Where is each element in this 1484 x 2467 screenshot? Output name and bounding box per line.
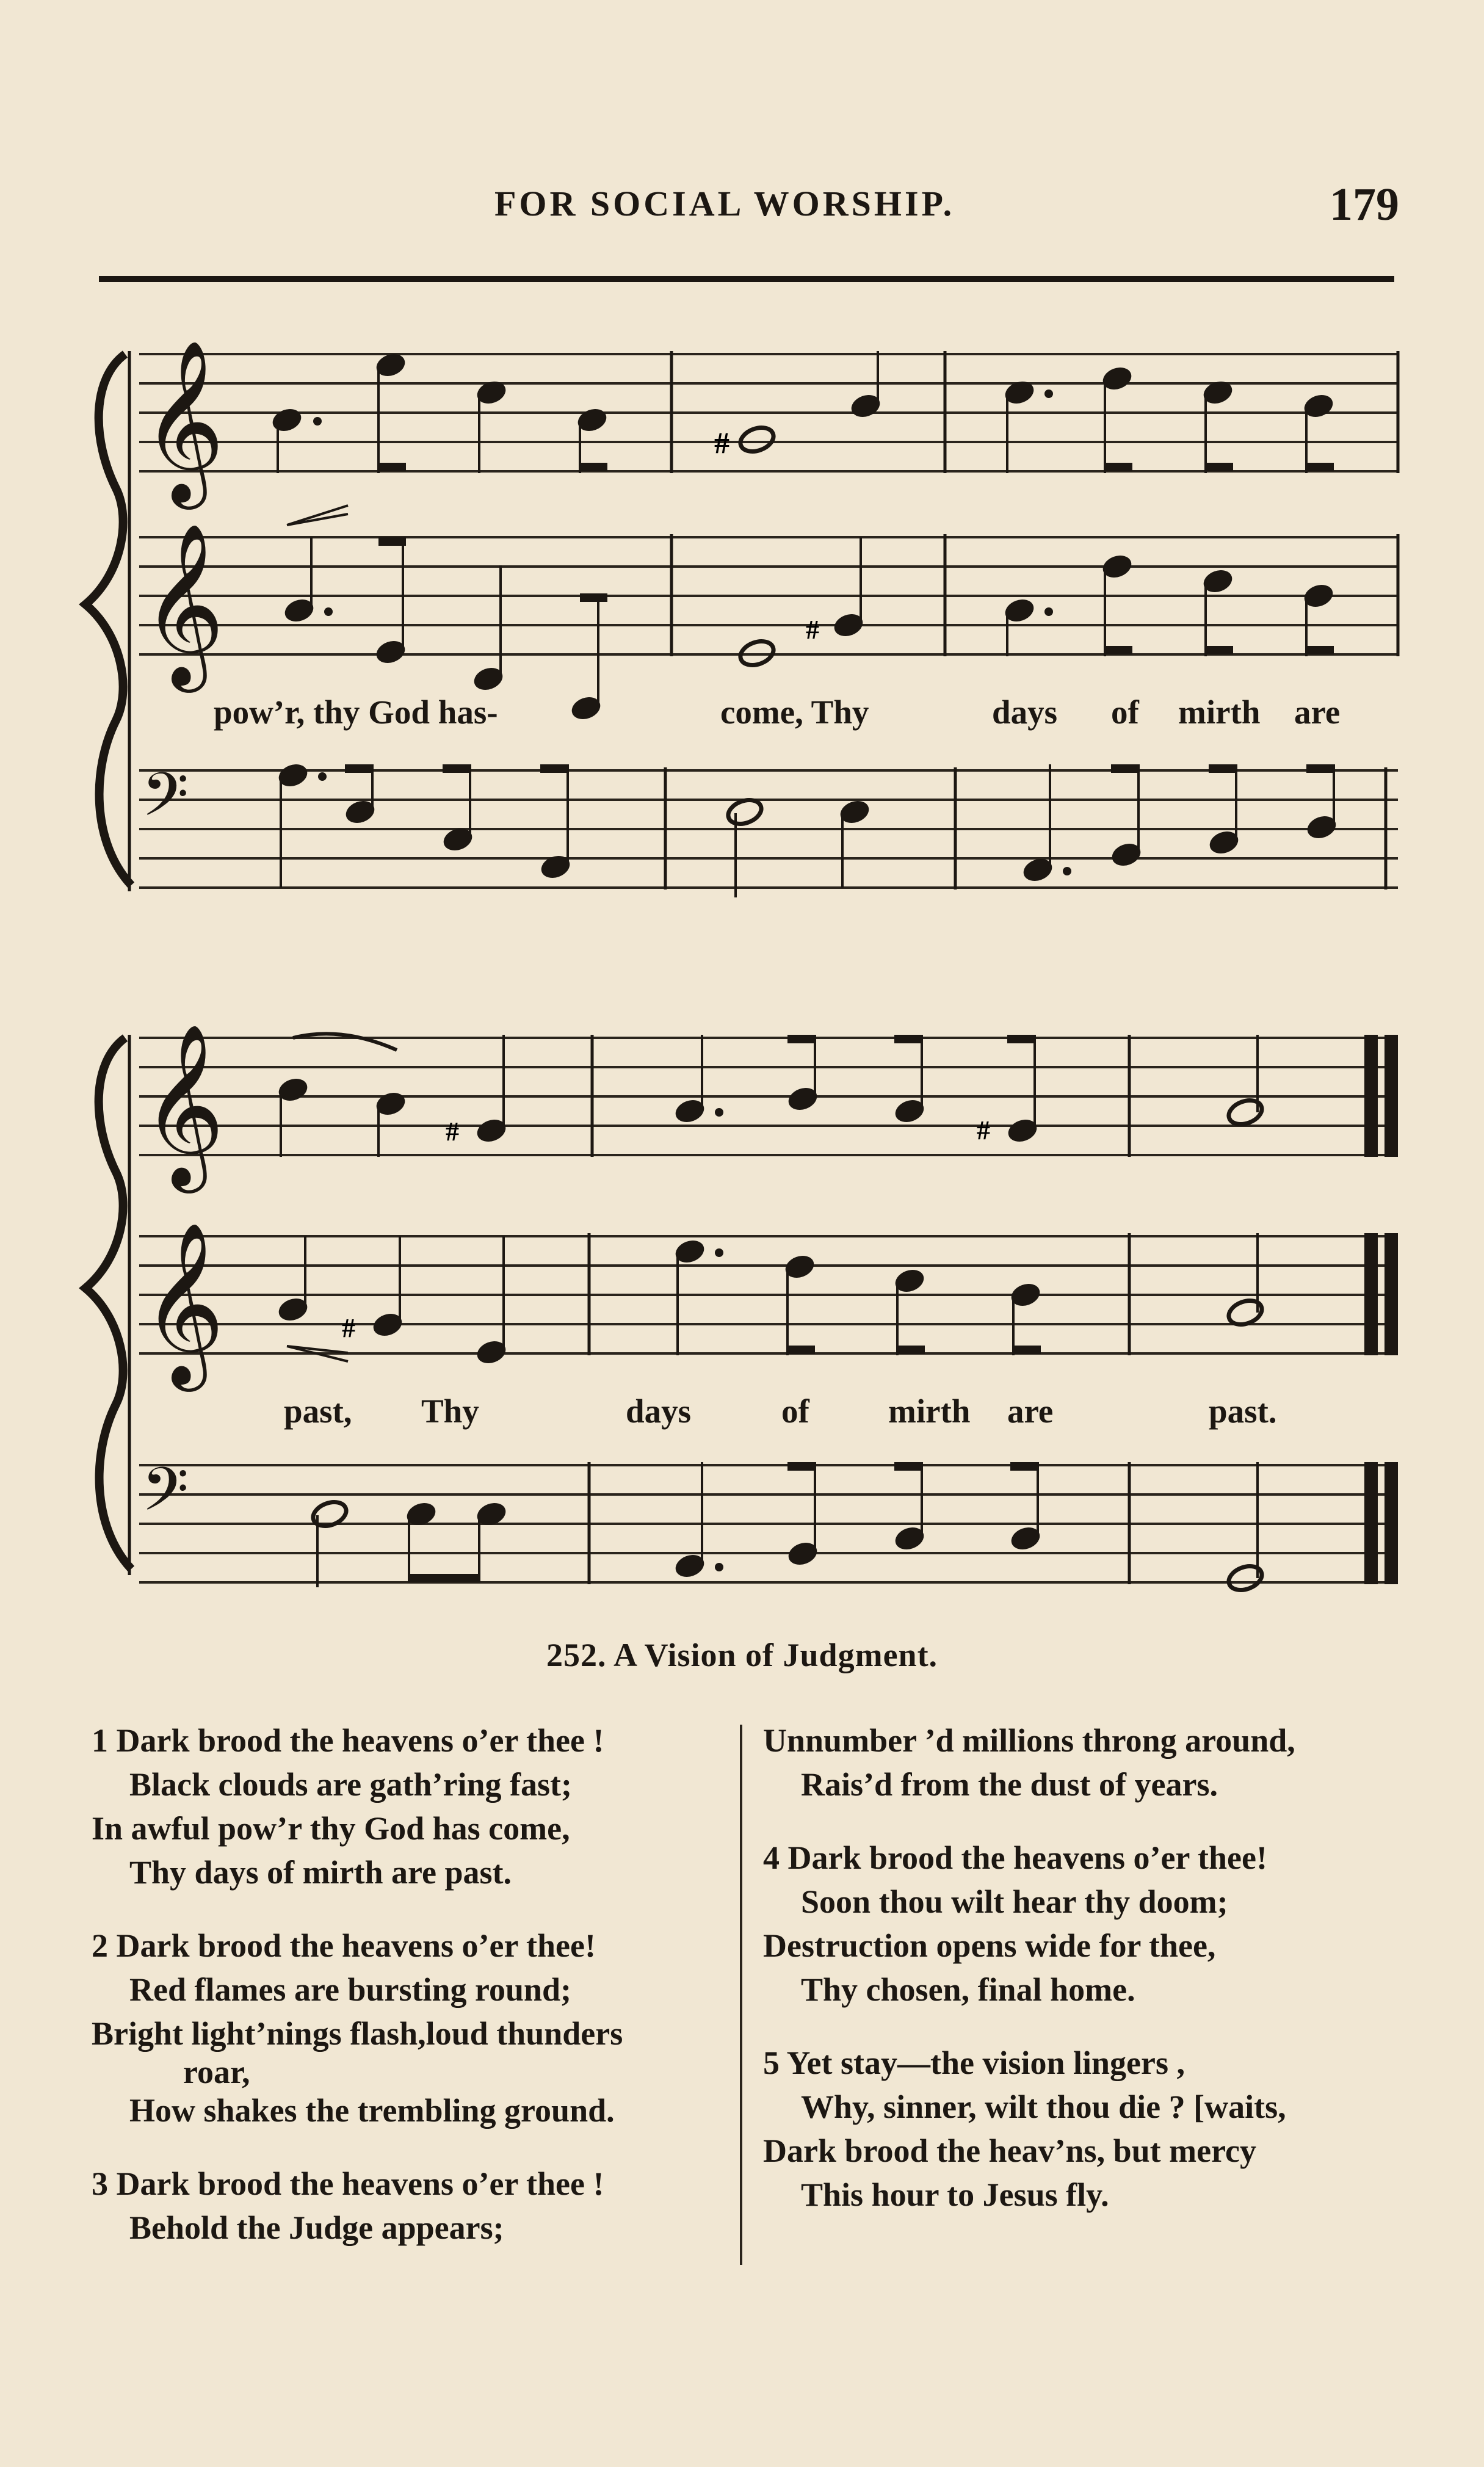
verse-line: Black clouds are gath’ring fast; (129, 1766, 572, 1803)
lyric: past. (1209, 1393, 1277, 1430)
brace (85, 354, 131, 885)
verse-line: Thy days of mirth are past. (129, 1854, 512, 1891)
hymn-title: 252. A Vision of Judgment. (546, 1637, 938, 1673)
verse-line: 2 Dark brood the heavens o’er thee! (92, 1927, 596, 1964)
staff-6-bass (139, 1455, 1398, 1594)
brace (85, 1038, 131, 1569)
staff-5-treble (139, 1222, 1398, 1392)
verse-line: In awful pow’r thy God has come, (92, 1810, 570, 1847)
verse-line: Red flames are bursting round; (129, 1971, 572, 2008)
running-title: FOR SOCIAL WORSHIP. (494, 184, 955, 223)
verse-column-left (92, 1719, 726, 2279)
svg-text:#: # (342, 1313, 355, 1343)
verse-1 (92, 1719, 726, 1894)
lyric: days (992, 694, 1057, 731)
treble-clef-icon: 𝄞 (142, 1222, 225, 1385)
verse-line: How shakes the trembling ground. (129, 2092, 615, 2129)
verse-line: roar, (183, 2054, 250, 2090)
bass-clef-icon: 𝄢 (142, 1455, 189, 1540)
lyric: mirth (1178, 694, 1261, 731)
lyric: mirth (888, 1393, 971, 1430)
lyric: of (781, 1393, 809, 1430)
svg-text:#: # (806, 615, 819, 645)
lyric: are (1294, 694, 1341, 731)
bass-clef-icon: 𝄢 (142, 760, 189, 845)
verse-line: Soon thou wilt hear thy doom; (801, 1883, 1228, 1920)
svg-text:#: # (714, 426, 729, 460)
verse-line: 1 Dark brood the heavens o’er thee ! (92, 1722, 604, 1759)
treble-clef-icon: 𝄞 (142, 339, 225, 502)
verse-line: Why, sinner, wilt thou die ? [waits, (801, 2088, 1286, 2125)
verse-line: Rais’d from the dust of years. (801, 1766, 1218, 1803)
verse-line: 4 Dark brood the heavens o’er thee! (763, 1839, 1267, 1876)
lyric: days (626, 1393, 691, 1430)
verse-line: Thy chosen, final home. (801, 1971, 1135, 2008)
svg-text:#: # (446, 1117, 459, 1147)
verse-3 (92, 2162, 726, 2250)
staff-4-treble (139, 1023, 1398, 1194)
verse-line: 5 Yet stay—the vision lingers , (763, 2045, 1185, 2081)
verse-line: Destruction opens wide for thee, (763, 1927, 1216, 1964)
treble-clef-icon: 𝄞 (142, 523, 225, 686)
svg-text:#: # (977, 1115, 990, 1145)
staff-2-treble (139, 505, 1398, 723)
verse-2 (92, 1924, 726, 2132)
verse-line: Dark brood the heav’ns, but mercy (763, 2132, 1257, 2169)
verse-line: Unnumber ’d millions throng around, (763, 1722, 1295, 1759)
verse-line: Bright light’nings flash,loud thunders (92, 2015, 623, 2052)
page-number: 179 (1330, 179, 1399, 230)
verse-line: 3 Dark brood the heavens o’er thee ! (92, 2165, 604, 2202)
treble-clef-icon: 𝄞 (142, 1023, 225, 1186)
lyric: pow’r, thy God has- (214, 694, 498, 731)
column-divider (740, 1725, 742, 2265)
staff-1-treble (139, 339, 1398, 510)
lyric: of (1111, 694, 1139, 731)
system-2 (85, 1023, 1398, 1594)
verse-line: This hour to Jesus fly. (801, 2176, 1109, 2213)
verse-line: Behold the Judge appears; (129, 2209, 504, 2246)
system-1 (85, 339, 1398, 897)
staff-3-bass (139, 760, 1398, 897)
verse-3-continued (763, 1719, 1404, 1806)
lyric: come, Thy (720, 694, 869, 731)
lyric: are (1007, 1393, 1054, 1430)
verse-column-right (763, 1719, 1404, 2246)
verse-5 (763, 2041, 1404, 2217)
lyric: past, (284, 1393, 352, 1430)
lyric: Thy (421, 1393, 479, 1430)
verse-4 (763, 1836, 1404, 2012)
